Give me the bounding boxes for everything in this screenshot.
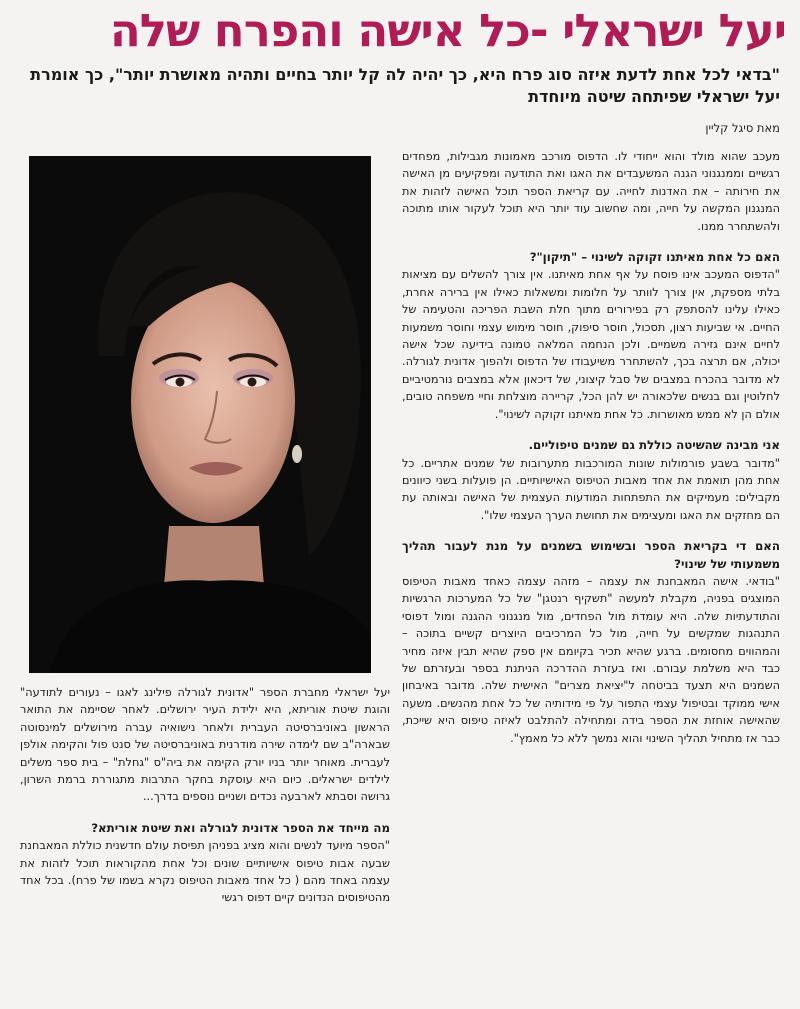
section1-heading: האם כל אחת מאיתנו זקוקה לשינוי – "תיקון"? <box>529 250 780 265</box>
bio-paragraph: יעל ישראלי מחברת הספר "אדונית לגורלה פילינג לאגו – נעורים לתודעה" והוגת שיטת אוריתא, היא ילידת העיר ירושלים. לאחר שסיימה את התואר הראשון באוניברסיטה העברית ולאחר נישואיה עברה מירושלים למינסוטה שבארה"ב שם לימדה שירה מודרנית באוניברסיטה של סנט פול והקימה אולפן לעברית. מאוחר יותר בניו יורק הקימה את ביה"ס "גחלת" – בית ספר משלים לילדים ישראלים. כיום היא עוסקת בחקר התרבות מתגוררת ברמת השרון, גרושה וסבתא לארבעה נכדים ושניים נוספים בדרך... <box>20 686 390 804</box>
section2-body: "מדובר בשבע פורמולות שונות המורכבות מתערובות של שמנים אתריים. כל אחת מהן תואמת את אחד מאבות הטיפוס האישיותיים. הן פועלות בשני כיוונים מקבילים: מעמיקים את התפתחות המודעות העצמית של האישה ובאותה עת הם מחזקים את האגו ומעצימים את תחושת הערך העצמי שלו". <box>402 456 780 522</box>
byline: מאת סיגל קליין <box>705 121 780 135</box>
article-headline: יעל ישראלי -כל אישה והפרח שלה <box>109 4 786 57</box>
section4-heading: מה מייחד את הספר אדונית לגורלה ואת שיטת אוריתא? <box>91 820 390 835</box>
section2-heading: אני מבינה שהשיטה כוללת גם שמנים טיפוליים. <box>528 438 780 453</box>
section3-heading: האם די בקריאת הספר ובשימוש בשמנים על מנת לעבור תהליך משמעותי של שינוי? <box>402 539 780 571</box>
section4-body: "הספר מיועד לנשים והוא מציג בפניהן תפיסת עולם חדשנית כוללת המאבחנת שבעה אבות טיפוס אישיותיים שונים וכל אחת מהקוראות תוכל לזהות את עצמה באחד מהם ( כל אחד מאבות הטיפוס נקרא בשמו של פרח). בכל אחד מהטיפוסים הנדונים קיים דפוס רגשי <box>20 839 390 905</box>
right-column <box>402 148 780 747</box>
intro-paragraph: מעכב שהוא מולד והוא ייחודי לו. הדפוס מורכב מאמונות מגבילות, מפחדים רגשיים וממנגנוני הגנה המשעבדים את האגו ואת התודעה ומפקיעים מן האישה את חירותה – את האדנות לחייה. עם קריאת הספר תוכל האישה לזהות את המנגנון המקשה על חייה, ומה שחשוב עוד יותר היא תוכל לעקור אותו מתוכה ולהשתחרר ממנו. <box>402 150 780 233</box>
section1-body: "הדפוס המעכב אינו פוסח על אף אחת מאיתנו. אין צורך להשלים עם מציאות בלתי מספקת, אין צורך לוותר על חלומות ומשאלות כאילו אין ברירה אחרת, כאילו עלינו להסתפק רק בפירורים מתוך חלת השבת הפריכה והטעימה של החיים. אי שביעות רצון, תסכול, חוסר סיפוק, חוסר מימוש עצמי וחוסר משמעות לחיים אינם גזירה משמיים. ולכן הנחמה המלאה טמונה בידיעה שכל אישה יכולה, אם תרצה בכך, להשתחרר משיעבודו של הדפוס ולהפוך אדונית לגורלה. לא מדובר בהכרח במצבים של סבל קיצוני, של דיכאון אלא במצבים נורמטיביים לחלוטין וגם בנשים שלכאורה יש להן הכל, קריירה מוצלחת וחיי משפחה טובים, אולם הן לא ממש מאושרות. כל אחת מאיתנו זקוקה לשינוי". <box>402 268 780 421</box>
left-column <box>20 684 390 907</box>
section3-body: "בודאי. אישה המאבחנת את עצמה – מזהה עצמה כאחד מאבות הטיפוס המוצגים בפניה, מקבלת למעשה "תשקיף רנטגן" של כל המערכות הרגשיות והתודעתיות שלה. היא עומדת מול הפחדים, מול מנגנוני ההגנה ומול דפוסי התנהגות שמקשים על חייה, מול כל המרכיבים היוצרים קשיים בתוכה – והמהווים מחסומים. ברגע שהיא תכיר בקיומם אין ספק שהיא תבין איזה מחיר כבד היא משלמת עבורם. ואז בעזרת ההדרכה הניתנת בספר ובעזרתם של השמנים היא תצעד בביטחה ל"יציאת מצרים" האישית שלה. מדובר באיבחון אישי ממוקד ובטיפול עצמי התפור על פי מידותיה של כל אחת מהנשים. משעה שהאישה אוחזת את הספר בידה ומתחילה להתלבט לאיזה טיפוס היא שייכת, כבר אז מתחיל תהליך השינוי והוא נמשך ללא כל מאמץ". <box>402 574 780 745</box>
author-portrait <box>29 156 371 673</box>
article-subtitle: "בדאי לכל אחת לדעת איזה סוג פרח היא, כך יהיה לה קל יותר בחיים ותהיה מאושרת יותר", כך אומרת יעל ישראלי שפיתחה שיטה מיוחדת <box>30 65 780 106</box>
